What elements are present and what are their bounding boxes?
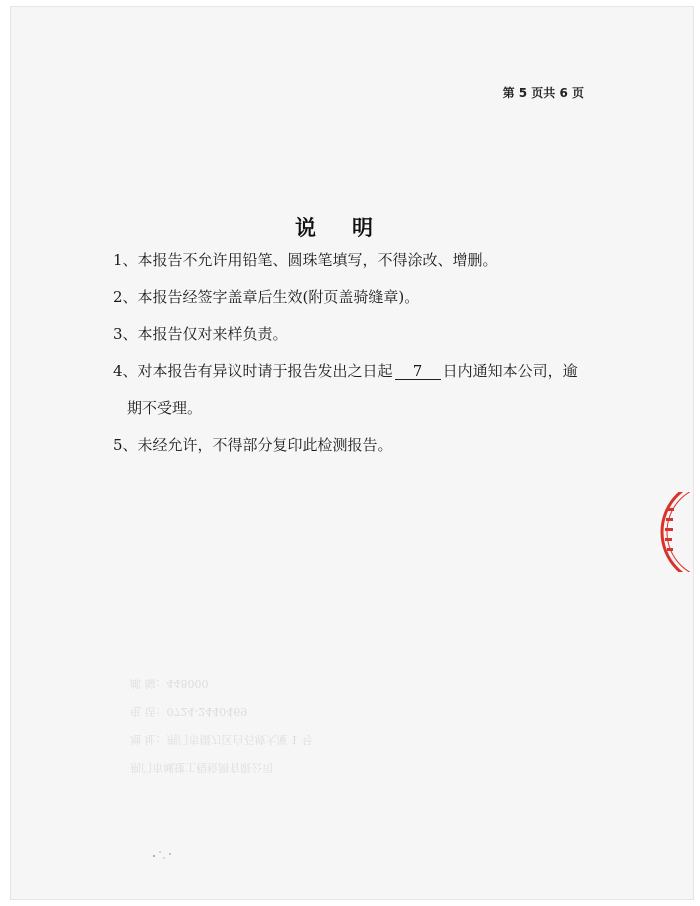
item-number: 3、 bbox=[113, 325, 138, 343]
paper-specks bbox=[150, 844, 190, 864]
page-title: 说明 bbox=[295, 216, 409, 240]
list-item bbox=[113, 250, 498, 270]
show-through-text bbox=[130, 646, 430, 776]
item-text-before: 对本报告有异议时请于报告发出之日起 bbox=[137, 362, 393, 380]
item-text: 本报告不允许用铅笔、圆珠笔填写，不得涂改、增删。 bbox=[137, 251, 498, 269]
days-blank-value: 7 bbox=[395, 363, 441, 380]
bleed-line: 荆门市城建工程检测有限公司 bbox=[130, 761, 273, 774]
page-number: 第 5 页共 6 页 bbox=[502, 86, 584, 100]
item-number: 1、 bbox=[113, 251, 138, 269]
item-text: 本报告仅对来样负责。 bbox=[137, 325, 288, 343]
item-number: 2、 bbox=[113, 288, 138, 306]
list-item bbox=[113, 435, 393, 455]
item-number: 5、 bbox=[113, 436, 138, 454]
item-number: 4、 bbox=[113, 362, 138, 380]
list-item bbox=[113, 361, 578, 381]
list-item bbox=[113, 287, 419, 307]
bleed-line: 地 址：荆门市掇刀区白石坡大厦 1 号 bbox=[130, 733, 313, 746]
list-item bbox=[113, 324, 288, 344]
partial-seal-stamp bbox=[654, 492, 694, 572]
item-text: 本报告经签字盖章后生效(附页盖骑缝章)。 bbox=[137, 288, 420, 306]
bleed-line: 电 话：0724-2440469 bbox=[130, 705, 248, 718]
item-continuation: 期不受理。 bbox=[127, 399, 203, 417]
bleed-line: 邮 编：448000 bbox=[130, 677, 209, 690]
report-page bbox=[10, 6, 694, 900]
item-text-after: 日内通知本公司，逾 bbox=[442, 362, 578, 380]
item-text: 未经允许，不得部分复印此检测报告。 bbox=[137, 436, 393, 454]
